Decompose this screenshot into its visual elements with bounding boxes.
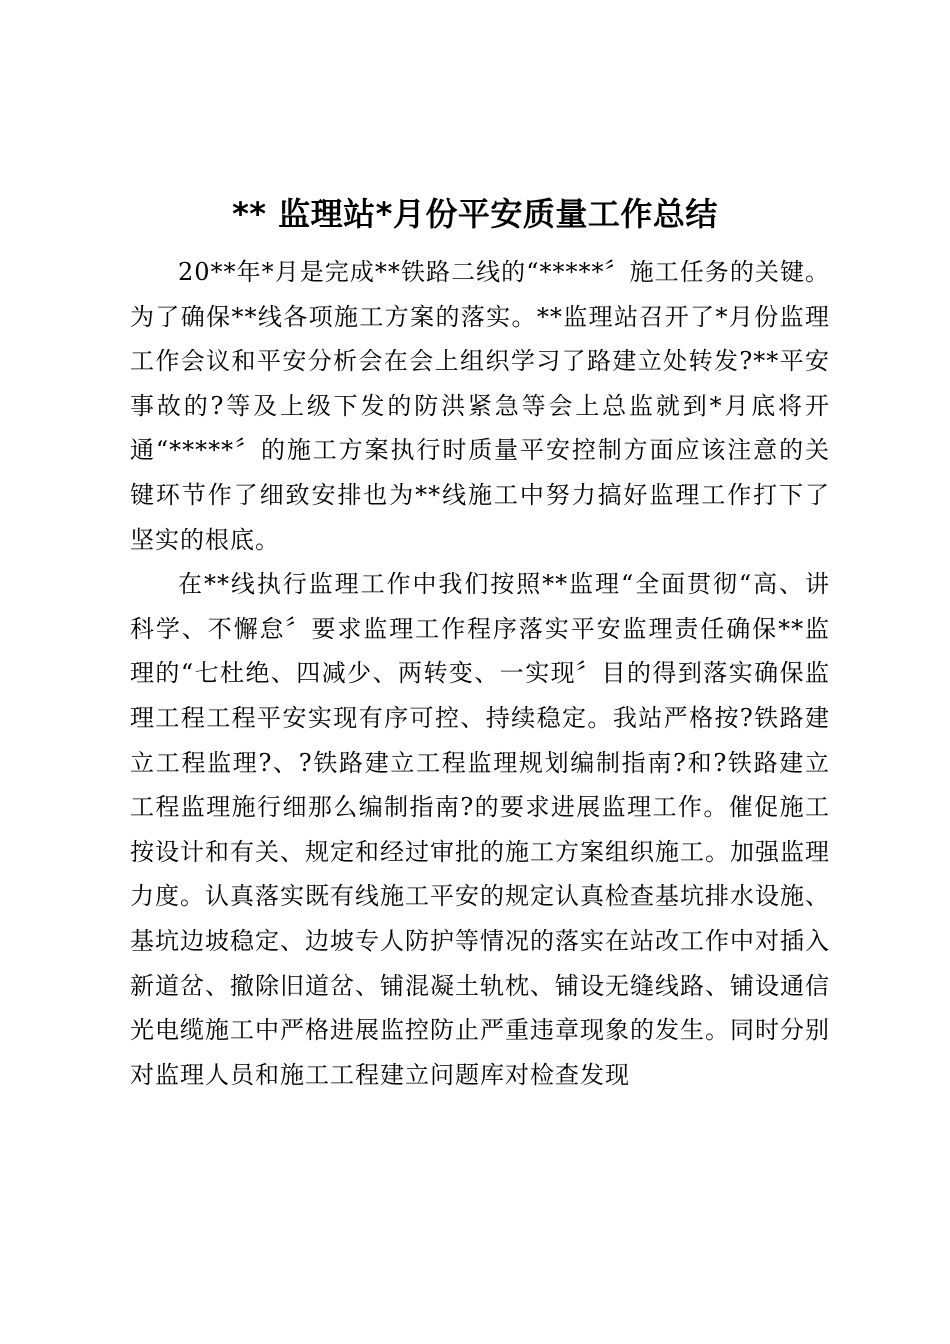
document-body — [130, 250, 830, 1097]
paragraph-2: 在**线执行监理工作中我们按照**监理“全面贯彻“高、讲科学、不懈怠〞要求监理工作程序落实平安监理责任确保**监理的“七杜绝、四减少、两转变、一实现〞目的得到落实确保监理工程工程平安实现有序可控、持续稳定。我站严格按?铁路建立工程监理?、?铁路建立工程监理规划编制指南?和?铁路建立工程监理施行细那么编制指南?的要求进展监理工作。催促施工按设计和有关、规定和经过审批的施工方案组织施工。加强监理力度。认真落实既有线施工平安的规定认真检查基坑排水设施、基坑边坡稳定、边坡专人防护等情况的落实在站改工作中对插入新道岔、撤除旧道岔、铺混凝土轨枕、铺设无缝线路、铺设通信光电缆施工中严格进展监控防止严重违章现象的发生。同时分别对监理人员和施工工程建立问题库对检查发现 — [130, 570, 830, 1089]
document-title: ** 监理站*月份平安质量工作总结 — [232, 195, 718, 234]
paragraph-1: 20**年*月是完成**铁路二线的“*****〞施工任务的关键。为了确保**线各项施工方案的落实。**监理站召开了*月份监理工作会议和平安分析会在会上组织学习了路建立处转发?**平安事故的?等及上级下发的防洪紧急等会上总监就到*月底将开通“*****〞的施工方案执行时质量平安控制方面应该注意的关键环节作了细致安排也为**线施工中努力搞好监理工作打下了坚实的根底。 — [130, 258, 830, 554]
